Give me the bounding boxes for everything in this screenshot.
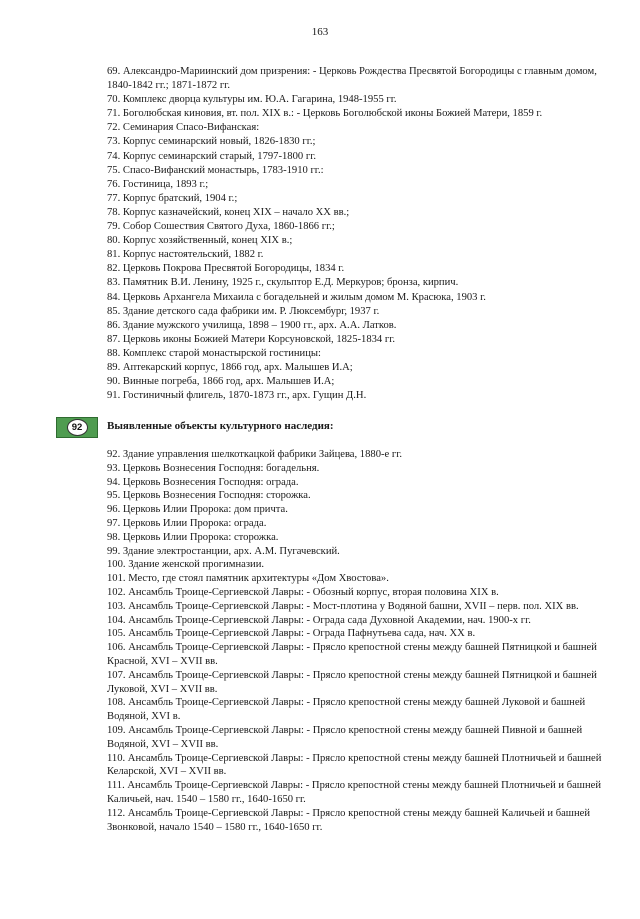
list-item: 103. Ансамбль Троице-Сергиевской Лавры: - Мост-плотина у Водяной башни, XVII – перв. пол. XIX вв. <box>107 600 579 612</box>
list-item: 99. Здание электростанции, арх. А.М. Пугачевский. <box>107 545 340 557</box>
list-item: 105. Ансамбль Троице-Сергиевской Лавры: - Ограда Пафнутьева сада, нач. XX в. <box>107 628 476 640</box>
list-item: 101. Место, где стоял памятник архитектуры «Дом Хвостова». <box>107 573 389 585</box>
list-item: 75. Спасо-Вифанский монастырь, 1783-1910 гг.: <box>107 164 324 176</box>
list-item: 106. Ансамбль Троице-Сергиевской Лавры: - Прясло крепостной стены между башней Пятницкой и башней Красной, XVI – XVII вв. <box>107 642 597 667</box>
section-number-badge <box>56 417 98 438</box>
list-item: 100. Здание женской прогимназии. <box>107 559 265 571</box>
list-item: 94. Церковь Вознесения Господня: ограда. <box>107 476 299 488</box>
list-item: 80. Корпус хозяйственный, конец XIX в.; <box>107 235 293 247</box>
list-item: 112. Ансамбль Троице-Сергиевской Лавры: - Прясло крепостной стены между башней Каличьей и башней Звонковой, начало 1540 – 1580 гг., 1640-1650 гг. <box>107 807 590 833</box>
list-item: 82. Церковь Покрова Пресвятой Богородицы, 1834 г. <box>107 263 345 275</box>
section-number: 92 <box>67 419 88 436</box>
list-item: 70. Комплекс дворца культуры им. Ю.А. Гагарина, 1948-1955 гг. <box>107 94 397 106</box>
list-item: 77. Корпус братский, 1904 г.; <box>107 192 238 204</box>
list-item: 78. Корпус казначейский, конец XIX – начало XX вв.; <box>107 206 350 218</box>
list-item: 107. Ансамбль Троице-Сергиевской Лавры: - Прясло крепостной стены между башней Пятницкой и башней Луковой, XVI – XVII вв. <box>107 669 597 695</box>
list-item: 87. Церковь иконы Божией Матери Корсуновской, 1825-1834 гг. <box>107 333 396 345</box>
list-item: 69. Александро-Мариинский дом призрения: - Церковь Рождества Пресвятой Богородицы с главным домом, 1840-1842 гг.; 1871-1872 гг. <box>107 66 597 92</box>
list-item: 102. Ансамбль Троице-Сергиевской Лавры: - Обозный корпус, вторая половина XIX в. <box>107 586 499 598</box>
list-item: 76. Гостиница, 1893 г.; <box>107 178 209 190</box>
list-item: 98. Церковь Илии Пророка: сторожка. <box>107 531 279 543</box>
list-item: 108. Ансамбль Троице-Сергиевской Лавры: - Прясло крепостной стены между башней Луковой и башней Водяной, XVI в. <box>107 697 586 723</box>
list-item: 89. Аптекарский корпус, 1866 год, арх. Малышев И.А; <box>107 361 353 373</box>
list-item: 84. Церковь Архангела Михаила с богадельней и жилым домом М. Красюка, 1903 г. <box>107 291 486 303</box>
list-item: 86. Здание мужского училища, 1898 – 1900 гг., арх. А.А. Латков. <box>107 319 397 331</box>
list-item: 91. Гостиничный флигель, 1870-1873 гг., арх. Гущин Д.Н. <box>107 390 367 402</box>
list-item: 111. Ансамбль Троице-Сергиевской Лавры: - Прясло крепостной стены между башней Плотничьей и башней Каличьей, нач. 1540 – 1580 гг., 1640-1650 гг. <box>107 780 601 805</box>
list-item: 92. Здание управления шелкоткацкой фабрики Зайцева, 1880-е гг. <box>107 449 403 460</box>
list-item: 104. Ансамбль Троице-Сергиевской Лавры: - Ограда сада Духовной Академии, нач. 1900-х гг. <box>107 614 531 626</box>
list-item: 85. Здание детского сада фабрики им. Р. Люксембург, 1937 г. <box>107 305 380 317</box>
list-item: 110. Ансамбль Троице-Сергиевской Лавры: - Прясло крепостной стены между башней Плотничьей и башней Келарской, XVI – XVII вв. <box>107 752 602 778</box>
list-item: 74. Корпус семинарский старый, 1797-1800 гг. <box>107 150 316 162</box>
list-item: 72. Семинария Спасо-Вифанская: <box>107 122 260 134</box>
list-item: 109. Ансамбль Троице-Сергиевской Лавры: - Прясло крепостной стены между башней Пивной и башней Водяной, XVI – XVII вв. <box>107 724 583 750</box>
list-item: 90. Винные погреба, 1866 год, арх. Малышев И.А; <box>107 376 335 388</box>
list-item: 97. Церковь Илии Пророка: ограда. <box>107 517 267 529</box>
section-header <box>56 417 616 439</box>
list-item: 83. Памятник В.И. Ленину, 1925 г., скульптор Е.Д. Меркуров; бронза, кирпич. <box>107 277 459 289</box>
list-item: 88. Комплекс старой монастырской гостиницы: <box>107 347 321 359</box>
heritage-list-registered <box>107 65 602 403</box>
list-item: 95. Церковь Вознесения Господня: сторожка. <box>107 490 311 502</box>
heritage-list-identified <box>107 448 602 834</box>
page-number: 163 <box>311 26 329 38</box>
list-item: 73. Корпус семинарский новый, 1826-1830 гг.; <box>107 136 316 148</box>
section-title: Выявленные объекты культурного наследия: <box>107 420 334 432</box>
list-item: 93. Церковь Вознесения Господня: богадельня. <box>107 462 320 474</box>
list-item: 81. Корпус настоятельский, 1882 г. <box>107 249 264 261</box>
list-item: 96. Церковь Илии Пророка: дом причта. <box>107 504 288 516</box>
list-item: 71. Боголюбская киновия, вт. пол. XIX в.: - Церковь Боголюбской иконы Божией Матери, 1859 г. <box>107 108 543 120</box>
list-item: 79. Собор Сошествия Святого Духа, 1860-1866 гг.; <box>107 221 335 233</box>
